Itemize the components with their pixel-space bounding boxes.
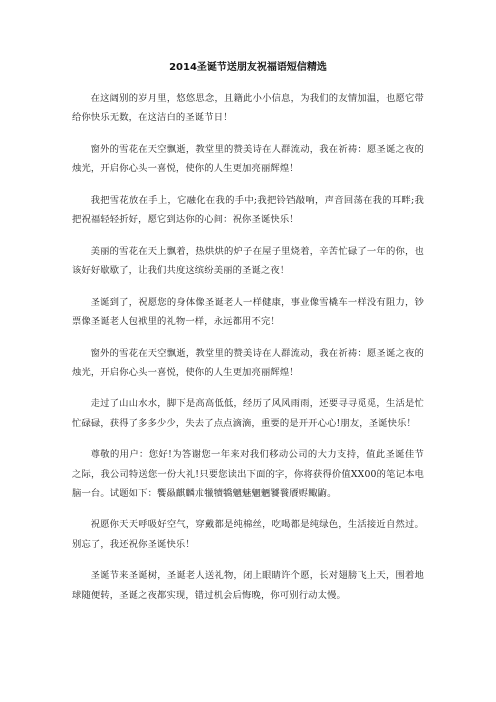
paragraph-2: 窗外的雪花在天空飘逝，教堂里的赞美诗在人群流动，我在祈祷：愿圣诞之夜的烛光，开启你心头一喜悦，使你的人生更加亮丽辉煌！	[72, 143, 424, 175]
paragraph-3: 我把雪花放在手上，它融化在我的手中;我把铃铛敲响，声音回荡在我的耳畔;我把祝福轻轻折好，愿它到达你的心间：祝你圣诞快乐！	[72, 194, 424, 226]
paragraph-5: 圣诞到了，祝愿您的身体像圣诞老人一样健康，事业像雪橇车一样没有阻力，钞票像圣诞老人包袱里的礼物一样，永远都用不完！	[72, 296, 424, 327]
paragraph-1: 在这阔别的岁月里，悠悠思念，且籍此小小信息，为我们的友情加温，也愿它带给你快乐无数，在这洁白的圣诞节日！	[72, 93, 424, 124]
paragraph-7: 走过了山山水水，脚下是高高低低，经历了风风雨雨，还要寻寻觅觅，生活是忙忙碌碌，获得了多多少少，失去了点点滴滴，重要的是开开心心!朋友，圣诞快乐！	[72, 398, 424, 429]
document-title: 2014圣诞节送朋友祝福语短信精选	[169, 62, 327, 73]
paragraph-9: 祝愿你天天呼吸好空气，穿戴都是纯棉丝，吃喝都是纯绿色，生活接近自然过。别忘了，我还祝你圣诞快乐！	[72, 519, 424, 550]
paragraph-8: 尊敬的用户：您好!为答谢您一年来对我们移动公司的大力支持，值此圣诞佳节之际，我公司特送您一份大礼!只要您读出下面的字，你将获得价值XX00的笔记本电脑一台。试题如下：饗赑麒麟朮犣犢犞魑魅魍魉饕餮餍赆鲰鼩。	[72, 449, 424, 499]
paragraph-6: 窗外的雪花在天空飘逝，教堂里的赞美诗在人群流动，我在祈祷：愿圣诞之夜的烛光，开启你心头一喜悦，使你的人生更加亮丽辉煌！	[72, 347, 424, 378]
paragraph-10: 圣诞节来圣诞树，圣诞老人送礼物，闭上眼睛许个愿，长对翅膀飞上天，围着地球随便转，圣诞之夜都实现，错过机会后悔晚，你可别行动太慢。	[72, 570, 424, 601]
paragraph-4: 美丽的雪花在天上飘着，热烘烘的炉子在屋子里烧着，辛苦忙碌了一年的你，也该好好歇歇了，让我们共度这缤纷美丽的圣诞之夜！	[72, 245, 424, 276]
